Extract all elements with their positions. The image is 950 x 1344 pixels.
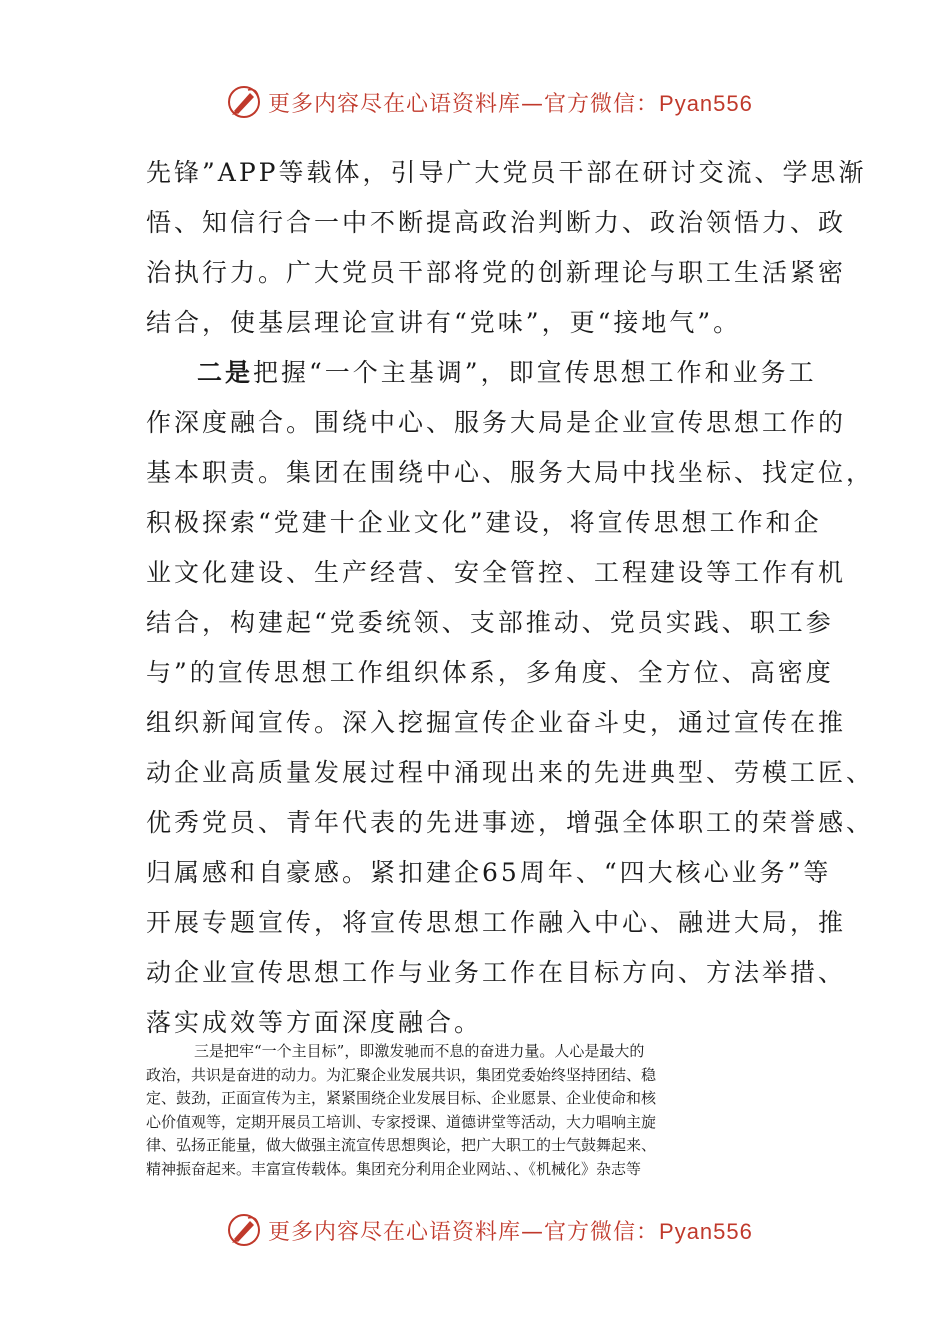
header-banner [226,82,753,122]
body-line: 与”的宣传思想工作组织体系，多角度、全方位、高密度 [146,658,834,687]
small-line: 三是把牢“一个主目标”，即激发驰而不息的奋进力量。人心是最大的 [194,1042,645,1060]
pen-logo-icon [226,1212,262,1248]
main-body [146,148,875,1048]
banner-text: 更多内容尽在心语资料库—官方微信：Pyan556 [268,1218,753,1245]
body-line: 基本职责。集团在围绕中心、服务大局中找坐标、找定位， [146,458,875,487]
body-line: 归属感和自豪感。紧扣建企65周年、“四大核心业务”等 [146,858,832,887]
body-line: 业文化建设、生产经营、安全管控、工程建设等工作有机 [146,558,847,587]
body-line: 开展专题宣传，将宣传思想工作融入中心、融进大局，推 [146,908,847,937]
section2-first-line-text: 把握“一个主基调”，即宣传思想工作和业务工 [253,358,817,387]
section2-lead: 二是 [197,358,254,387]
section2-first-line [146,348,817,398]
small-line: 精神振奋起来。丰富宣传载体。集团充分利用企业网站、、《机械化》杂志等 [146,1159,642,1178]
body-line: 动企业高质量发展过程中涌现出来的先进典型、劳模工匠、 [146,758,875,787]
small-line: 心价值观等，定期开展员工培训、专家授课、道德讲堂等活动，大力唱响主旋 [146,1112,657,1131]
small-line: 律、弘扬正能量，做大做强主流宣传思想舆论，把广大职工的士气鼓舞起来、 [146,1136,657,1155]
body-line: 落实成效等方面深度融合。 [146,1008,483,1037]
body-line: 结合，使基层理论宣讲有“党味”，更“接地气”。 [146,308,742,337]
body-line: 组织新闻宣传。深入挖掘宣传企业奋斗史，通过宣传在推 [146,708,847,737]
body-line: 治执行力。广大党员干部将党的创新理论与职工生活紧密 [146,258,847,287]
body-line: 作深度融合。围绕中心、服务大局是企业宣传思想工作的 [146,408,847,437]
wechat-id: Pyan556 [659,90,753,116]
small-line: 定、鼓劲，正面宣传为主，紧紧围绕企业发展目标、企业愿景、企业使命和核 [146,1089,657,1108]
footer-banner [226,1210,753,1250]
body-line: 积极探索“党建十企业文化”建设，将宣传思想工作和企 [146,508,822,537]
wechat-id: Pyan556 [659,1218,753,1244]
body-line: 动企业宣传思想工作与业务工作在目标方向、方法举措、 [146,958,847,987]
body-line: 悟、知信行合一中不断提高政治判断力、政治领悟力、政 [146,208,847,237]
pen-logo-icon [226,84,262,120]
body-line: 先锋”APP等载体，引导广大党员干部在研讨交流、学思渐 [146,158,867,187]
small-line: 政治，共识是奋进的动力。为汇聚企业发展共识，集团党委始终坚持团结、稳 [146,1065,657,1084]
banner-text: 更多内容尽在心语资料库—官方微信：Pyan556 [268,90,753,117]
body-line: 结合，构建起“党委统领、支部推动、党员实践、职工参 [146,608,834,637]
body-line: 优秀党员、青年代表的先进事迹，增强全体职工的荣誉感、 [146,808,875,837]
section3-paragraph [146,1040,810,1182]
